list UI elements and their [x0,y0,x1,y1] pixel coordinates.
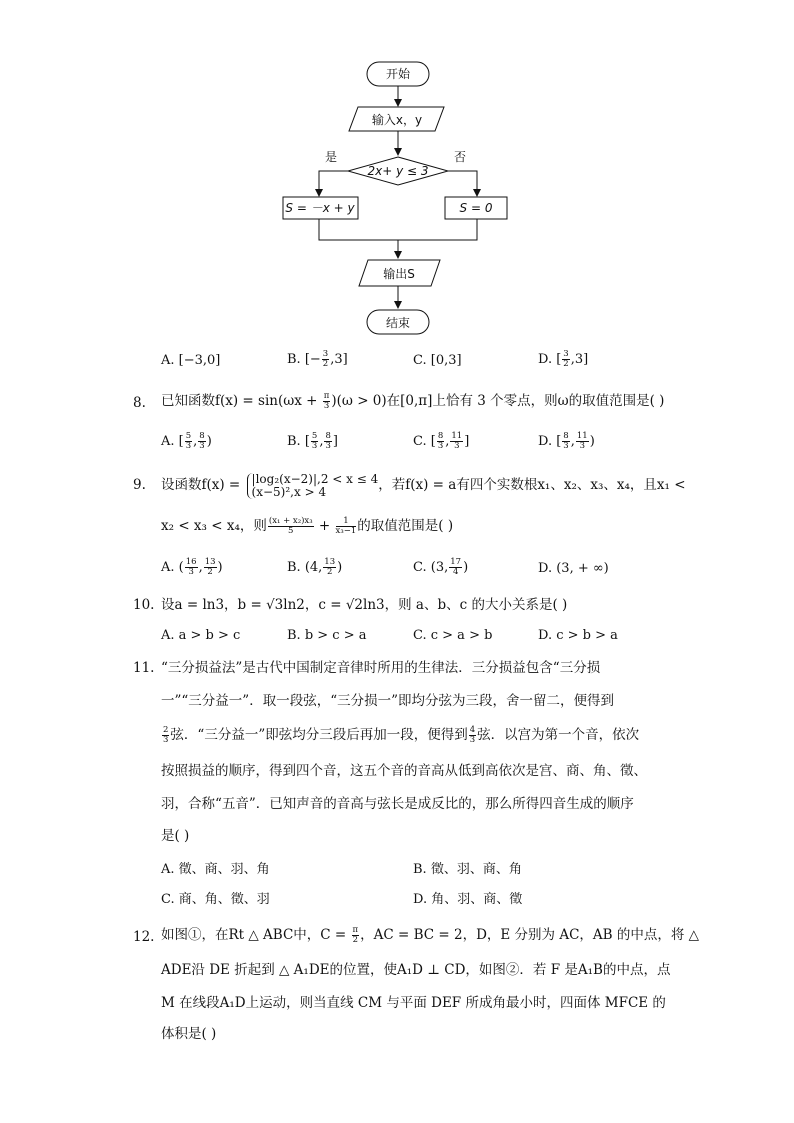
output-box [359,260,440,286]
q11-line5: 羽，合称“五音”．已知声音的音高与弦长是成反比的，那么所得四音生成的顺序 [161,796,634,812]
q12-number: 12. [133,929,155,945]
q8-number: 8. [133,395,146,411]
q9-option-b: B. (4, $\frac{13}{2}$ ) [287,557,343,577]
q12-line2: ADE沿 DE 折起到 △ A₁DE的位置，使A₁D ⊥ CD，如图②．若 F 是A₁B的中点，点 [161,962,671,978]
start-label: 开始 [385,67,411,81]
q11-line3: $\frac{2}{3}$ 弦．“三分益一”即弦均分三段后再加一段，便得到 $\frac{4}{3}$ 弦．以宫为第一个音，依次 [163,725,640,745]
q8-stem: 已知函数f(x) = sin(ωx + $\frac{\pi}{3}$ )(ω > 0)在[0,π]上恰有 3 个零点，则ω的取值范围是( ) [161,391,665,411]
left-box-label: S = －x + y [285,201,355,215]
q9-option-d: D. (3, + ∞) [538,561,609,576]
q10-option-b: B. b > c > a [287,628,367,643]
right-process-box [445,197,507,219]
q12-line3: M 在线段A₁D上运动，则当直线 CM 与平面 DEF 所成角最小时，四面体 MFCE 的 [161,995,666,1011]
start-terminal [367,62,429,86]
output-label: 输出S [383,267,415,281]
no-label: 否 [453,150,467,164]
q8-option-a: A. [ $\frac{5}{3}$ , $\frac{8}{3}$ ) [161,431,212,451]
q10-option-d: D. c > b > a [538,628,618,643]
q8-option-d: D. [ $\frac{8}{3}$ , $\frac{11}{3}$ ) [538,431,595,451]
q9-stem-line2: x₂ < x₃ < x₄，则 $\frac{\text{(x₁ + x₂)x₃}}{5}$ + $\frac{1}{\text{x₃−1}}$ 的取值范围是( ) [161,516,454,536]
q8-option-c: C. [ $\frac{8}{3}$ , $\frac{11}{3}$ ] [413,431,470,451]
q7-option-b: B. [− $\frac{3}{2}$ ,3] [287,349,348,369]
yes-label: 是 [324,150,338,164]
q11-option-d: D. 角、羽、商、徵 [413,892,523,907]
q9-option-c: C. (3, $\frac{17}{4}$ ) [413,557,469,577]
input-label: 输入x，y [371,113,423,127]
q11-option-a: A. 徵、商、羽、角 [161,862,270,877]
end-label: 结束 [385,316,411,330]
input-box [349,107,444,131]
flowchart [0,0,794,345]
q11-line1: “三分损益法”是古代中国制定音律时所用的生律法．三分损益包含“三分损 [161,660,601,676]
q10-number: 10. [133,597,155,613]
q11-option-c: C. 商、角、徵、羽 [161,892,270,907]
q12-line1: 如图①，在Rt △ ABC中，C = $\frac{\pi}{2}$ ，AC = BC = 2，D，E 分别为 AC，AB 的中点，将 △ [161,925,700,945]
q9-stem-line1: 设函数f(x) = |log₂(x−2)|,2 < x ≤ 4 (x−5)²,x > 4 ，若f(x) = a有四个实数根x₁、x₂、x₃、x₄，且x₁ < [161,471,686,499]
q8-option-b: B. [ $\frac{5}{3}$ , $\frac{8}{3}$ ] [287,431,338,451]
q10-option-a: A. a > b > c [161,628,241,643]
q10-option-c: C. c > a > b [413,628,493,643]
end-terminal [367,310,429,334]
q9-number: 9. [133,477,146,493]
q12-line4: 体积是( ) [161,1026,217,1042]
q11-line4: 按照损益的顺序，得到四个音，这五个音的音高从低到高依次是宫、商、角、徵、 [161,763,647,779]
q7-option-a: A. [−3,0] [161,353,221,368]
right-box-label: S = 0 [459,201,493,215]
q7-option-c: C. [0,3] [413,353,462,368]
q9-option-a: A. ( $\frac{16}{3}$ , $\frac{13}{2}$ ) [161,557,223,577]
q11-line2: 一”“三分益一”．取一段弦，“三分损一”即均分弦为三段，舍一留二，便得到 [161,693,615,709]
q11-number: 11. [133,660,155,676]
q10-stem: 设a = ln3，b = √3ln2，c = √2ln3，则 a、b、c 的大小关系是( ) [161,597,568,613]
left-process-box [283,197,358,219]
q9-piecewise: |log₂(x−2)|,2 < x ≤ 4 (x−5)²,x > 4 [247,473,379,499]
decision-diamond [348,157,448,185]
condition-label: 2x+ y ≤ 3 [367,164,429,178]
q11-option-b: B. 徵、羽、商、角 [413,862,522,877]
q7-option-d: D. [ $\frac{3}{2}$ ,3] [538,349,589,369]
q11-line6: 是( ) [161,828,190,844]
